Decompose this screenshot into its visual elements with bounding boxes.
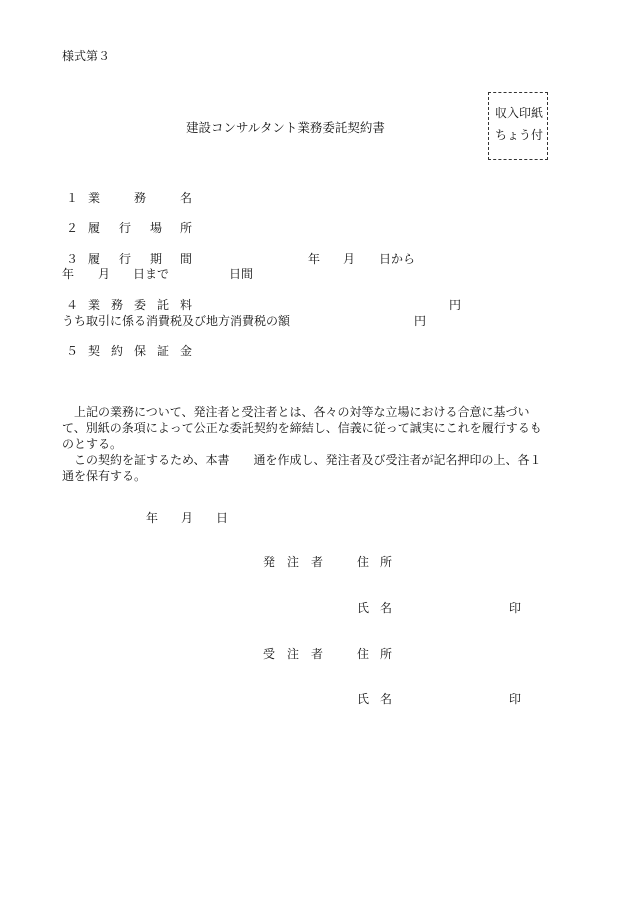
contractor-address-char: 所 [380, 647, 393, 661]
item-4-label-char: 務 [111, 298, 124, 312]
stamp-line-2: ちょう付 [494, 128, 543, 142]
orderer-role-char: 者 [311, 555, 324, 569]
contractor-role-char: 者 [311, 647, 324, 661]
date-year: 年 [146, 511, 159, 525]
form-number: 様式第３ [62, 49, 111, 63]
contract-body [62, 404, 552, 484]
fee-yen: 円 [449, 298, 462, 312]
orderer-name-char: 名 [380, 601, 393, 615]
stamp-line-1: 収入印紙 [494, 106, 543, 120]
item-5-label-char: 契 [88, 344, 101, 358]
end-year: 年 [62, 267, 75, 281]
contractor-seal: 印 [509, 692, 522, 706]
item-3-label-char: 行 [119, 252, 132, 266]
item-1-label-char: 業 [88, 191, 101, 205]
item-4-label-char: 委 [134, 298, 147, 312]
orderer-role-char: 発 [263, 555, 276, 569]
contractor-name-char: 名 [380, 692, 393, 706]
contractor-address-char: 住 [357, 647, 370, 661]
orderer-seal: 印 [509, 601, 522, 615]
item-3-label-char: 期 [150, 252, 163, 266]
contractor-role-char: 受 [263, 647, 276, 661]
item-5-label-char: 証 [157, 344, 170, 358]
item-1-label-char: 務 [134, 191, 147, 205]
item-2-label-char: 場 [150, 221, 163, 235]
item-4-label-char: 託 [157, 298, 170, 312]
orderer-address-char: 所 [380, 555, 393, 569]
document-title: 建設コンサルタント業務委託契約書 [186, 120, 385, 135]
item-5-label-char: 約 [111, 344, 124, 358]
start-day: 日から [379, 252, 416, 266]
tax-label: うち取引に係る消費税及び地方消費税の額 [62, 314, 291, 328]
contractor-role-char: 注 [287, 647, 300, 661]
item-5-number: ５ [66, 344, 79, 358]
start-month: 月 [343, 252, 356, 266]
item-4-number: ４ [66, 298, 79, 312]
item-4-label-char: 業 [88, 298, 101, 312]
orderer-address-char: 住 [357, 555, 370, 569]
item-1-number: １ [66, 191, 79, 205]
item-2-number: ２ [66, 221, 79, 235]
start-year: 年 [308, 252, 321, 266]
orderer-role-char: 注 [287, 555, 300, 569]
item-2-label-char: 行 [119, 221, 132, 235]
date-day: 日 [216, 511, 229, 525]
date-month: 月 [181, 511, 194, 525]
item-3-number: ３ [66, 252, 79, 266]
item-2-label-char: 履 [88, 221, 101, 235]
tax-yen: 円 [414, 314, 427, 328]
item-3-label-char: 間 [180, 252, 193, 266]
end-month: 月 [98, 267, 111, 281]
contractor-name-char: 氏 [357, 692, 370, 706]
item-3-label-char: 履 [88, 252, 101, 266]
item-1-label-char: 名 [180, 191, 193, 205]
body-paragraph-1: 上記の業務について、発注者と受注者とは、各々の対等な立場における合意に基づいて、別紙の条項によって公正な委託契約を締結し、信義に従って誠実にこれを履行するものとする。 [62, 405, 542, 451]
item-2-label-char: 所 [180, 221, 193, 235]
item-4-label-char: 料 [180, 298, 193, 312]
body-paragraph-2: この契約を証するため、本書 通を作成し、発注者及び受注者が記名押印の上、各１通を保有する。 [62, 453, 542, 483]
duration-days: 日間 [229, 267, 254, 281]
item-5-label-char: 保 [134, 344, 147, 358]
item-5-label-char: 金 [180, 344, 193, 358]
revenue-stamp-box [488, 92, 548, 160]
orderer-name-char: 氏 [357, 601, 370, 615]
end-day: 日まで [133, 267, 170, 281]
